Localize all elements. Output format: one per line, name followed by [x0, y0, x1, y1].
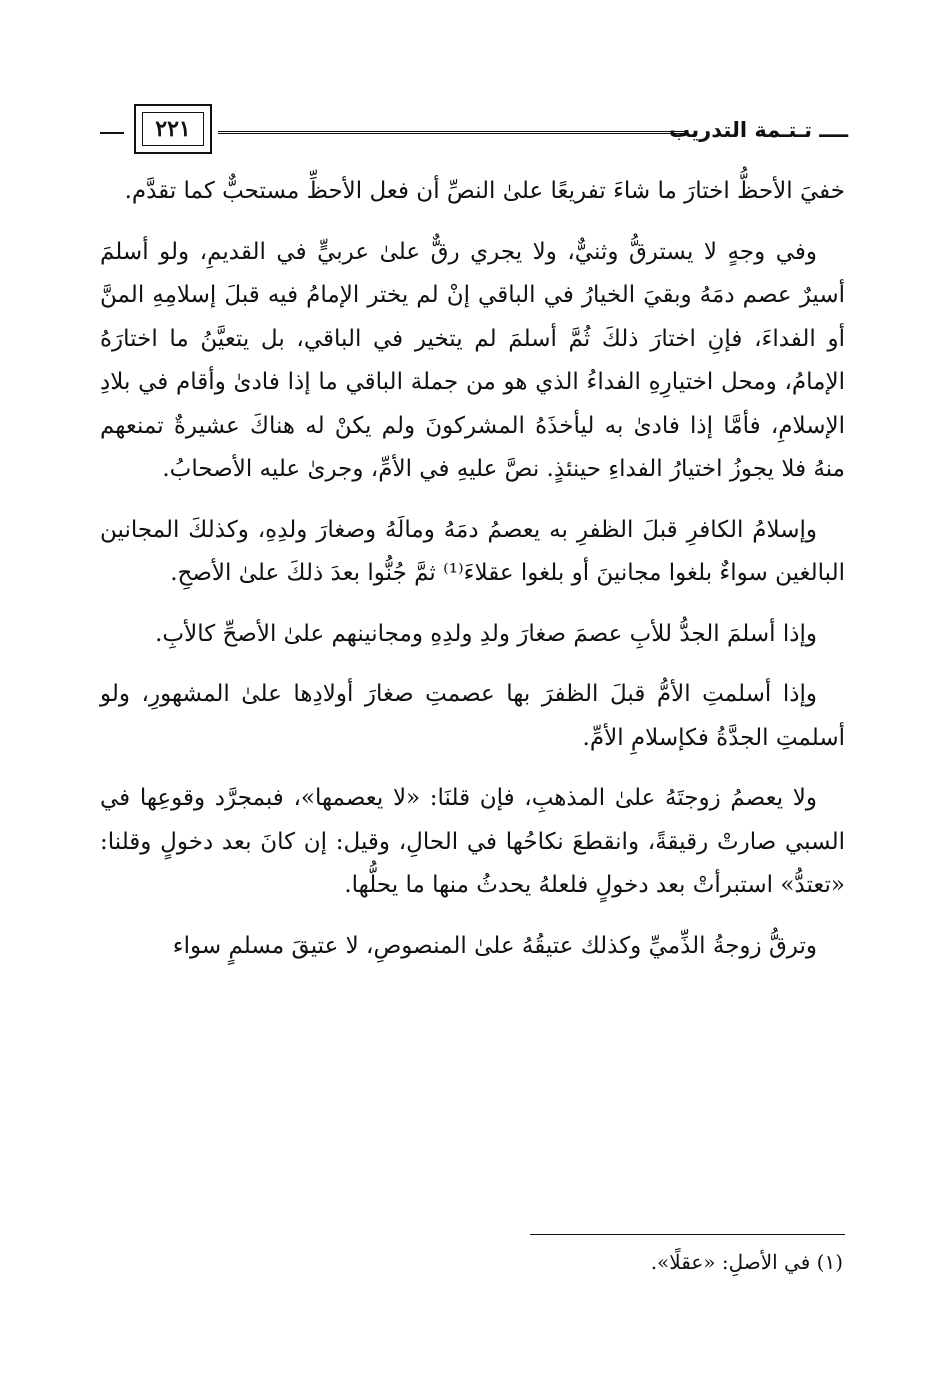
header-rule-left — [100, 132, 124, 134]
paragraph: وترقُّ زوجةُ الذِّميِّ وكذلك عتيقُهُ علىٰ المنصوصِ، لا عتيقَ مسلمٍ سواء — [172, 932, 817, 959]
paragraph: وفي وجهٍ لا يسترقُّ وثنيٌّ، ولا يجري رقٌّ علىٰ عربيٍّ في القديمِ، ولو أسلمَ أسيرٌ عصم دمَهُ وبقيَ الخيارُ في الباقي إنْ لم يختر الإمامُ فيه قبلَ إسلامِهِ المنَّ أو الفداءَ، فإنِ اختارَ ذلكَ ثُمَّ أسلمَ لم يتخير في الباقي، بل يتعيَّنُ ما اختارَهُ الإمامُ، ومحل اختيارِهِ الفداءُ الذي هو من جملة الباقي ما إذا فادىٰ وأقام في بلادِ الإسلامِ، فأمَّا إذا فادىٰ به ليأخذَهُ المشركونَ ولم يكنْ له هناكَ عشيرةٌ تمنعهم منهُ فلا يجوزُ اختيارُ الفداءِ حينئذٍ. نصَّ عليهِ في الأمِّ، وجرىٰ عليه الأصحابُ. — [100, 238, 845, 482]
paragraph: ولا يعصمُ زوجتَهُ علىٰ المذهبِ، فإن قلنَا: «لا يعصمها»، فبمجرَّد وقوعِها في السبي صارتْ رقيقةً، وانقطعَ نكاحُها في الحالِ، وقيل: إن كانَ بعد دخولٍ وقلنا: «تعتدُّ» استبرأتْ بعد دخولٍ فلعلهُ يحدثُ منها ما يحلُّها. — [100, 785, 845, 898]
page-number-box — [134, 104, 212, 154]
footnote: (١) في الأصلِ: «عقلًا». — [650, 1250, 843, 1274]
paragraph: وإسلامُ الكافرِ قبلَ الظفرِ به يعصمُ دمَهُ ومالَهُ وصغارَ ولدِهِ، وكذلكَ المجانين البالغين سواءٌ بلغوا مجانينَ أو بلغوا عقلاءَ⁽¹⁾ ثمَّ جُنُّوا بعدَ ذلكَ علىٰ الأصحِ. — [100, 516, 845, 586]
running-title: ــــ تـتـمة التدريب — [669, 118, 848, 142]
page-number: ٢٢١ — [142, 112, 204, 146]
header-rule — [218, 131, 688, 134]
page-header — [100, 100, 848, 160]
paragraph: وإذا أسلمَ الجدُّ للأبِ عصمَ صغارَ ولدِ ولدِهِ ومجانينهم علىٰ الأصحِّ كالأبِ. — [155, 620, 817, 647]
paragraph: وإذا أسلمتِ الأمُّ قبلَ الظفرَ بها عصمتِ صغارَ أولادِها علىٰ المشهورِ، ولو أسلمتِ الجدَّةُ فكإسلامِ الأمِّ. — [100, 681, 845, 751]
footnote-divider — [530, 1234, 845, 1235]
body-text — [100, 170, 845, 985]
paragraph: خفيَ الأحظُّ اختارَ ما شاءَ تفريعًا علىٰ النصِّ أن فعل الأحظِّ مستحبٌّ كما تقدَّم. — [124, 178, 845, 204]
